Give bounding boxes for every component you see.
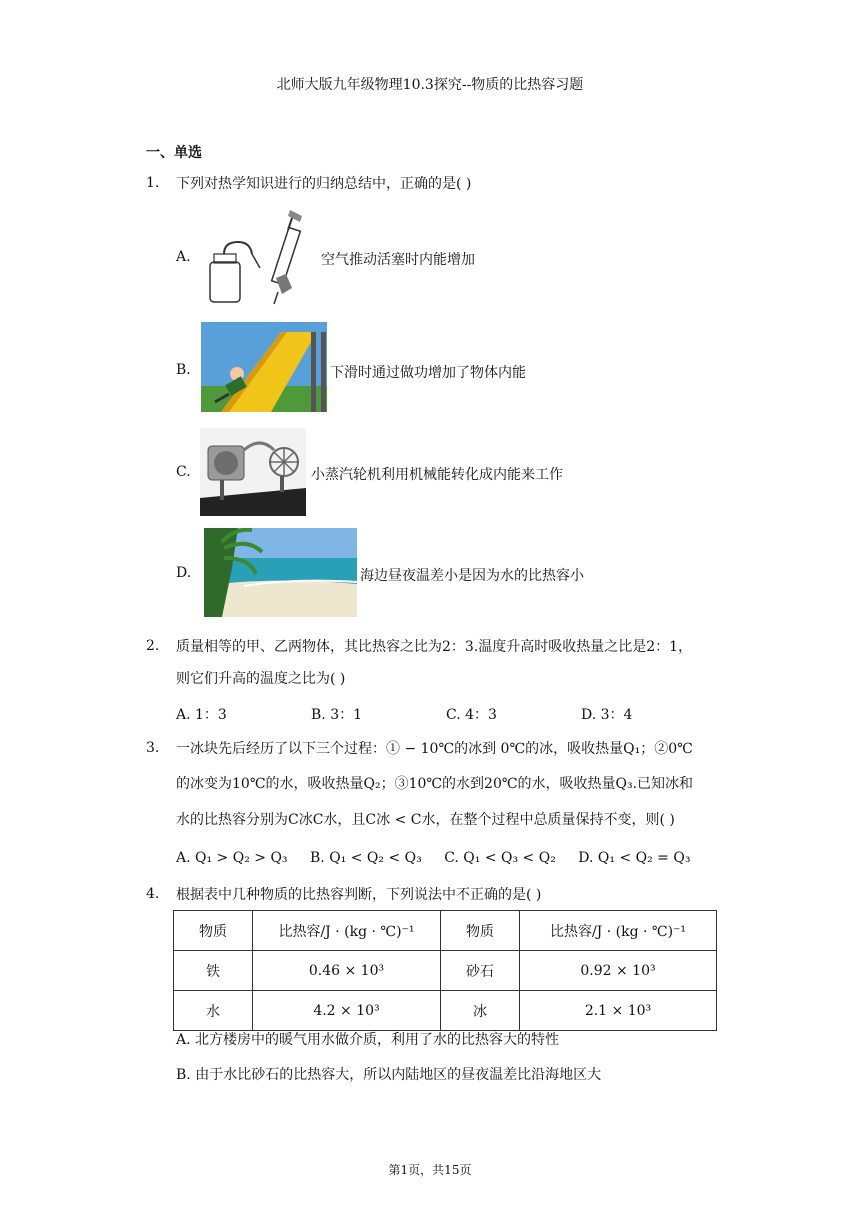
- table-cell: 铁: [174, 951, 253, 991]
- option-text: 下滑时通过做功增加了物体内能: [330, 365, 526, 381]
- table-row: [174, 951, 717, 991]
- beach-image: [204, 528, 357, 617]
- answer-options: [176, 850, 708, 866]
- option-b: B. 3：1: [311, 707, 363, 723]
- option-b: B. 由于水比砂石的比热容大，所以内陆地区的昼夜温差比沿海地区大: [176, 1067, 602, 1083]
- slide-image: [201, 322, 327, 412]
- question-text: 下列对热学知识进行的归纳总结中，正确的是( ): [176, 176, 472, 192]
- question-number: 4.: [146, 886, 160, 902]
- air-pump-image: [204, 208, 322, 306]
- table-row: [174, 991, 717, 1031]
- steam-turbine-image: [200, 428, 306, 516]
- table-header-cell: 比热容/J · (kg · ℃)⁻¹: [253, 911, 441, 951]
- option-d: D. Q₁ < Q₂ = Q₃: [578, 850, 691, 866]
- option-a: A. 1：3: [176, 707, 227, 723]
- question-number: 1.: [146, 175, 160, 191]
- option-c: C. Q₁ < Q₃ < Q₂: [444, 850, 556, 866]
- option-b: B. Q₁ < Q₂ < Q₃: [310, 850, 422, 866]
- answer-options: [176, 704, 716, 724]
- table-cell: 0.92 × 10³: [520, 951, 717, 991]
- page-footer: 第1页，共15页: [388, 1163, 472, 1177]
- option-c: C. 4：3: [446, 707, 497, 723]
- question-number: 2.: [146, 638, 160, 654]
- question-text-line: 的冰变为10℃的水，吸收热量Q₂；③10℃的水到20℃的水，吸收热量Q₃.已知冰和: [176, 776, 694, 792]
- table-header-cell: 物质: [174, 911, 253, 951]
- table-header-row: [174, 911, 717, 951]
- table-cell: 砂石: [441, 951, 520, 991]
- section-heading: 一、单选: [146, 145, 202, 161]
- table-cell: 2.1 × 10³: [520, 991, 717, 1031]
- option-a: A. Q₁ > Q₂ > Q₃: [176, 850, 288, 866]
- option-label: A.: [176, 249, 191, 265]
- option-label: C.: [176, 464, 191, 480]
- question-text: 根据表中几种物质的比热容判断，下列说法中不正确的是( ): [176, 887, 542, 903]
- table-cell: 冰: [441, 991, 520, 1031]
- option-text: 小蒸汽轮机利用机械能转化成内能来工作: [311, 467, 563, 483]
- question-number: 3.: [146, 740, 160, 756]
- option-label: B.: [176, 362, 191, 378]
- question-text-line: 一冰块先后经历了以下三个过程：① − 10℃的冰到 0℃的冰，吸收热量Q₁；②0℃: [176, 741, 693, 757]
- table-header-cell: 物质: [441, 911, 520, 951]
- option-a: A. 北方楼房中的暖气用水做介质，利用了水的比热容大的特性: [176, 1032, 560, 1048]
- option-text: 空气推动活塞时内能增加: [321, 252, 475, 268]
- table-cell: 0.46 × 10³: [253, 951, 441, 991]
- table-header-cell: 比热容/J · (kg · ℃)⁻¹: [520, 911, 717, 951]
- question-text-line: 则它们升高的温度之比为( ): [176, 671, 346, 687]
- option-text: 海边昼夜温差小是因为水的比热容小: [360, 568, 584, 584]
- document-title: 北师大版九年级物理10.3探究--物质的比热容习题: [276, 77, 584, 93]
- specific-heat-table: [173, 910, 717, 1031]
- option-d: D. 3：4: [581, 707, 633, 723]
- table-cell: 4.2 × 10³: [253, 991, 441, 1031]
- question-text-line: 质量相等的甲、乙两物体，其比热容之比为2：3.温度升高时吸收热量之比是2：1，: [176, 639, 693, 655]
- option-label: D.: [176, 565, 192, 581]
- table-cell: 水: [174, 991, 253, 1031]
- question-text-line: 水的比热容分别为C冰C水，且C冰 < C水，在整个过程中总质量保持不变，则( ): [176, 812, 675, 828]
